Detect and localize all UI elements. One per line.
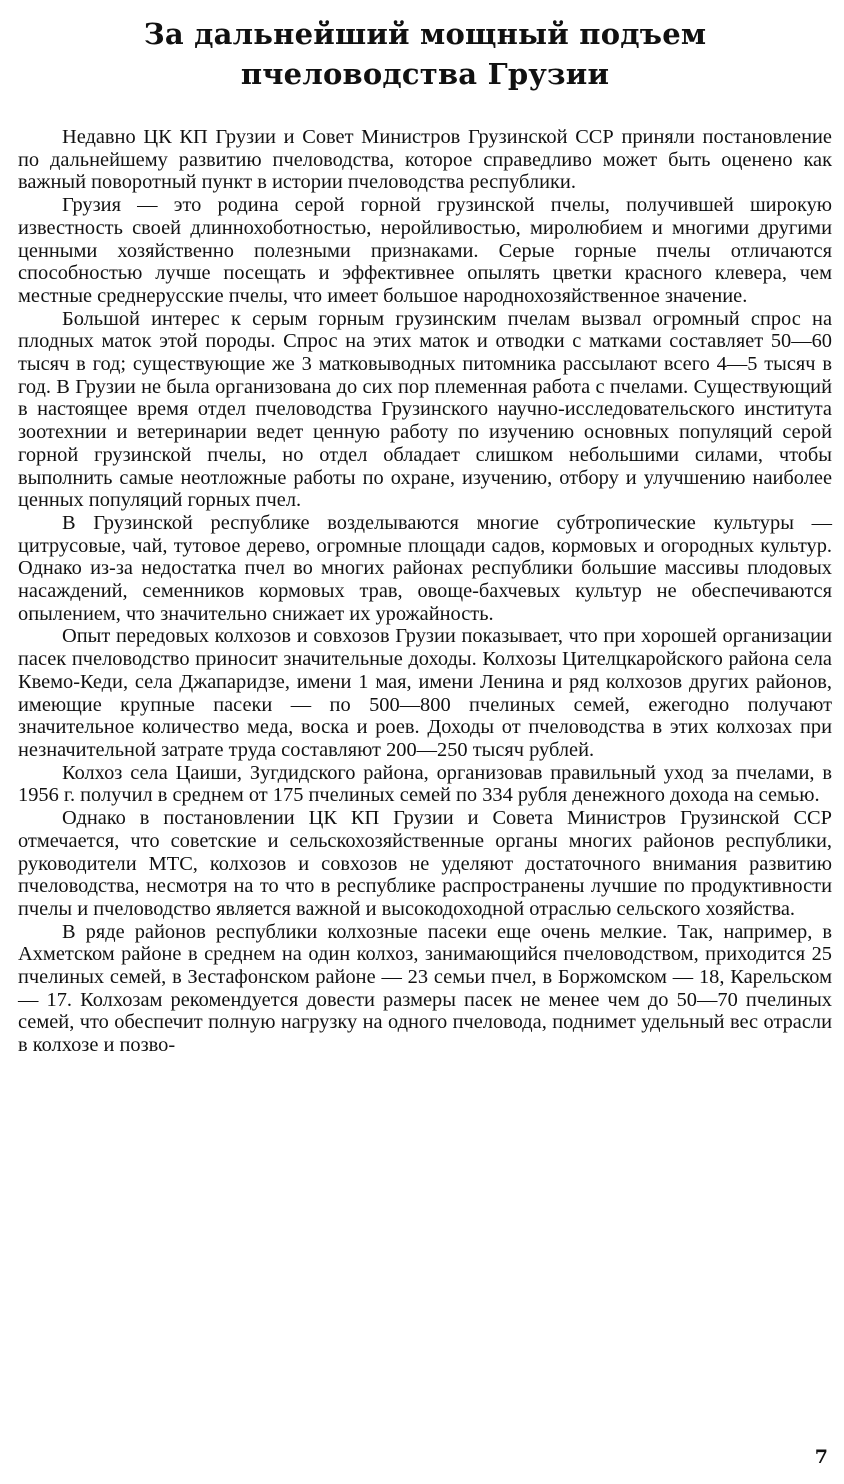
article-title	[18, 14, 832, 94]
article-body	[18, 126, 832, 1057]
paragraph-4: В Грузинской республике возделываются многие субтропические культуры — цитрусовые, чай, тутовое дерево, огромные площади садов, кормовых и огородных культур. Однако из-за недостатка пчел во многих районах республики большие массивы плодовых насаждений, семенников кормовых трав, овоще-бахчевых культур не обеспечиваются опылением, что значительно снижает их урожайность.	[18, 511, 832, 625]
paragraph-3: Большой интерес к серым горным грузинским пчелам вызвал огромный спрос на плодных маток этой породы. Спрос на этих маток и отводки с матками составляет 50—60 тысяч в год; существующие же 3 матковыводных питомника рассылают всего 4—5 тысяч в год. В Грузии не была организована до сих пор племенная работа с пчелами. Существующий в настоящее время отдел пчеловодства Грузинского научно-исследовательского института зоотехнии и ветеринарии ведет ценную работу по изучению основных популяций серой горной грузинской пчелы, но отдел обладает слишком небольшими силами, чтобы выполнить самые неотложные работы по охране, изучению, отбору и улучшению наиболее ценных популяций горных пчел.	[18, 307, 832, 512]
article-title-line-2: пчеловодства Грузии	[240, 57, 610, 91]
article-title-line-1: За дальнейший мощный подъем	[143, 17, 707, 51]
page-number: 7	[814, 1446, 828, 1468]
document-page	[18, 14, 832, 1474]
paragraph-8: В ряде районов республики колхозные пасеки еще очень мелкие. Так, например, в Ахметском районе в среднем на один колхоз, занимающийся пчеловодством, приходится 25 пчелиных семей, в Зестафонском районе — 23 семьи пчел, в Боржомском — 18, Карельском — 17. Колхозам рекомендуется довести размеры пасек не менее чем до 50—70 пчелиных семей, что обеспечит полную нагрузку на одного пчеловода, поднимет удельный вес отрасли в колхозе и позво-	[18, 920, 832, 1057]
paragraph-6: Колхоз села Цаиши, Зугдидского района, организовав правильный уход за пчелами, в 1956 г. получил в среднем от 175 пчелиных семей по 334 рубля денежного дохода на семью.	[18, 761, 832, 807]
paragraph-1: Недавно ЦК КП Грузии и Совет Министров Грузинской ССР приняли постановление по дальнейшему развитию пчеловодства, которое справедливо может быть оценено как важный поворотный пункт в истории пчеловодства республики.	[18, 126, 832, 194]
paragraph-7: Однако в постановлении ЦК КП Грузии и Совета Министров Грузинской ССР отмечается, что советские и сельскохозяйственные органы многих районов республики, руководители МТС, колхозов и совхозов не уделяют достаточного внимания развитию пчеловодства, несмотря на то что в республике распространены лучшие по продуктивности пчелы и пчеловодство является важной и высокодоходной отраслью сельского хозяйства.	[18, 807, 832, 920]
paragraph-2: Грузия — это родина серой горной грузинской пчелы, получившей широкую известность своей длиннохоботностью, неройливостью, миролюбием и многими другими ценными хозяйственно полезными признаками. Серые горные пчелы отличаются способностью лучше посещать и эффективнее опылять цветки красного клевера, чем местные среднерусские пчелы, что имеет большое народнохозяйственное значение.	[18, 194, 832, 307]
paragraph-5: Опыт передовых колхозов и совхозов Грузии показывает, что при хорошей организации пасек пчеловодство приносит значительные доходы. Колхозы Цителцкаройского района села Квемо-Кеди, села Джапаридзе, имени 1 мая, имени Ленина и ряд колхозов других районов, имеющие крупные пасеки — по 500—800 пчелиных семей, ежегодно получают значительное количество меда, воска и роев. Доходы от пчеловодства в этих колхозах при незначительной затрате труда составляют 200—250 тысяч рублей.	[18, 625, 832, 761]
